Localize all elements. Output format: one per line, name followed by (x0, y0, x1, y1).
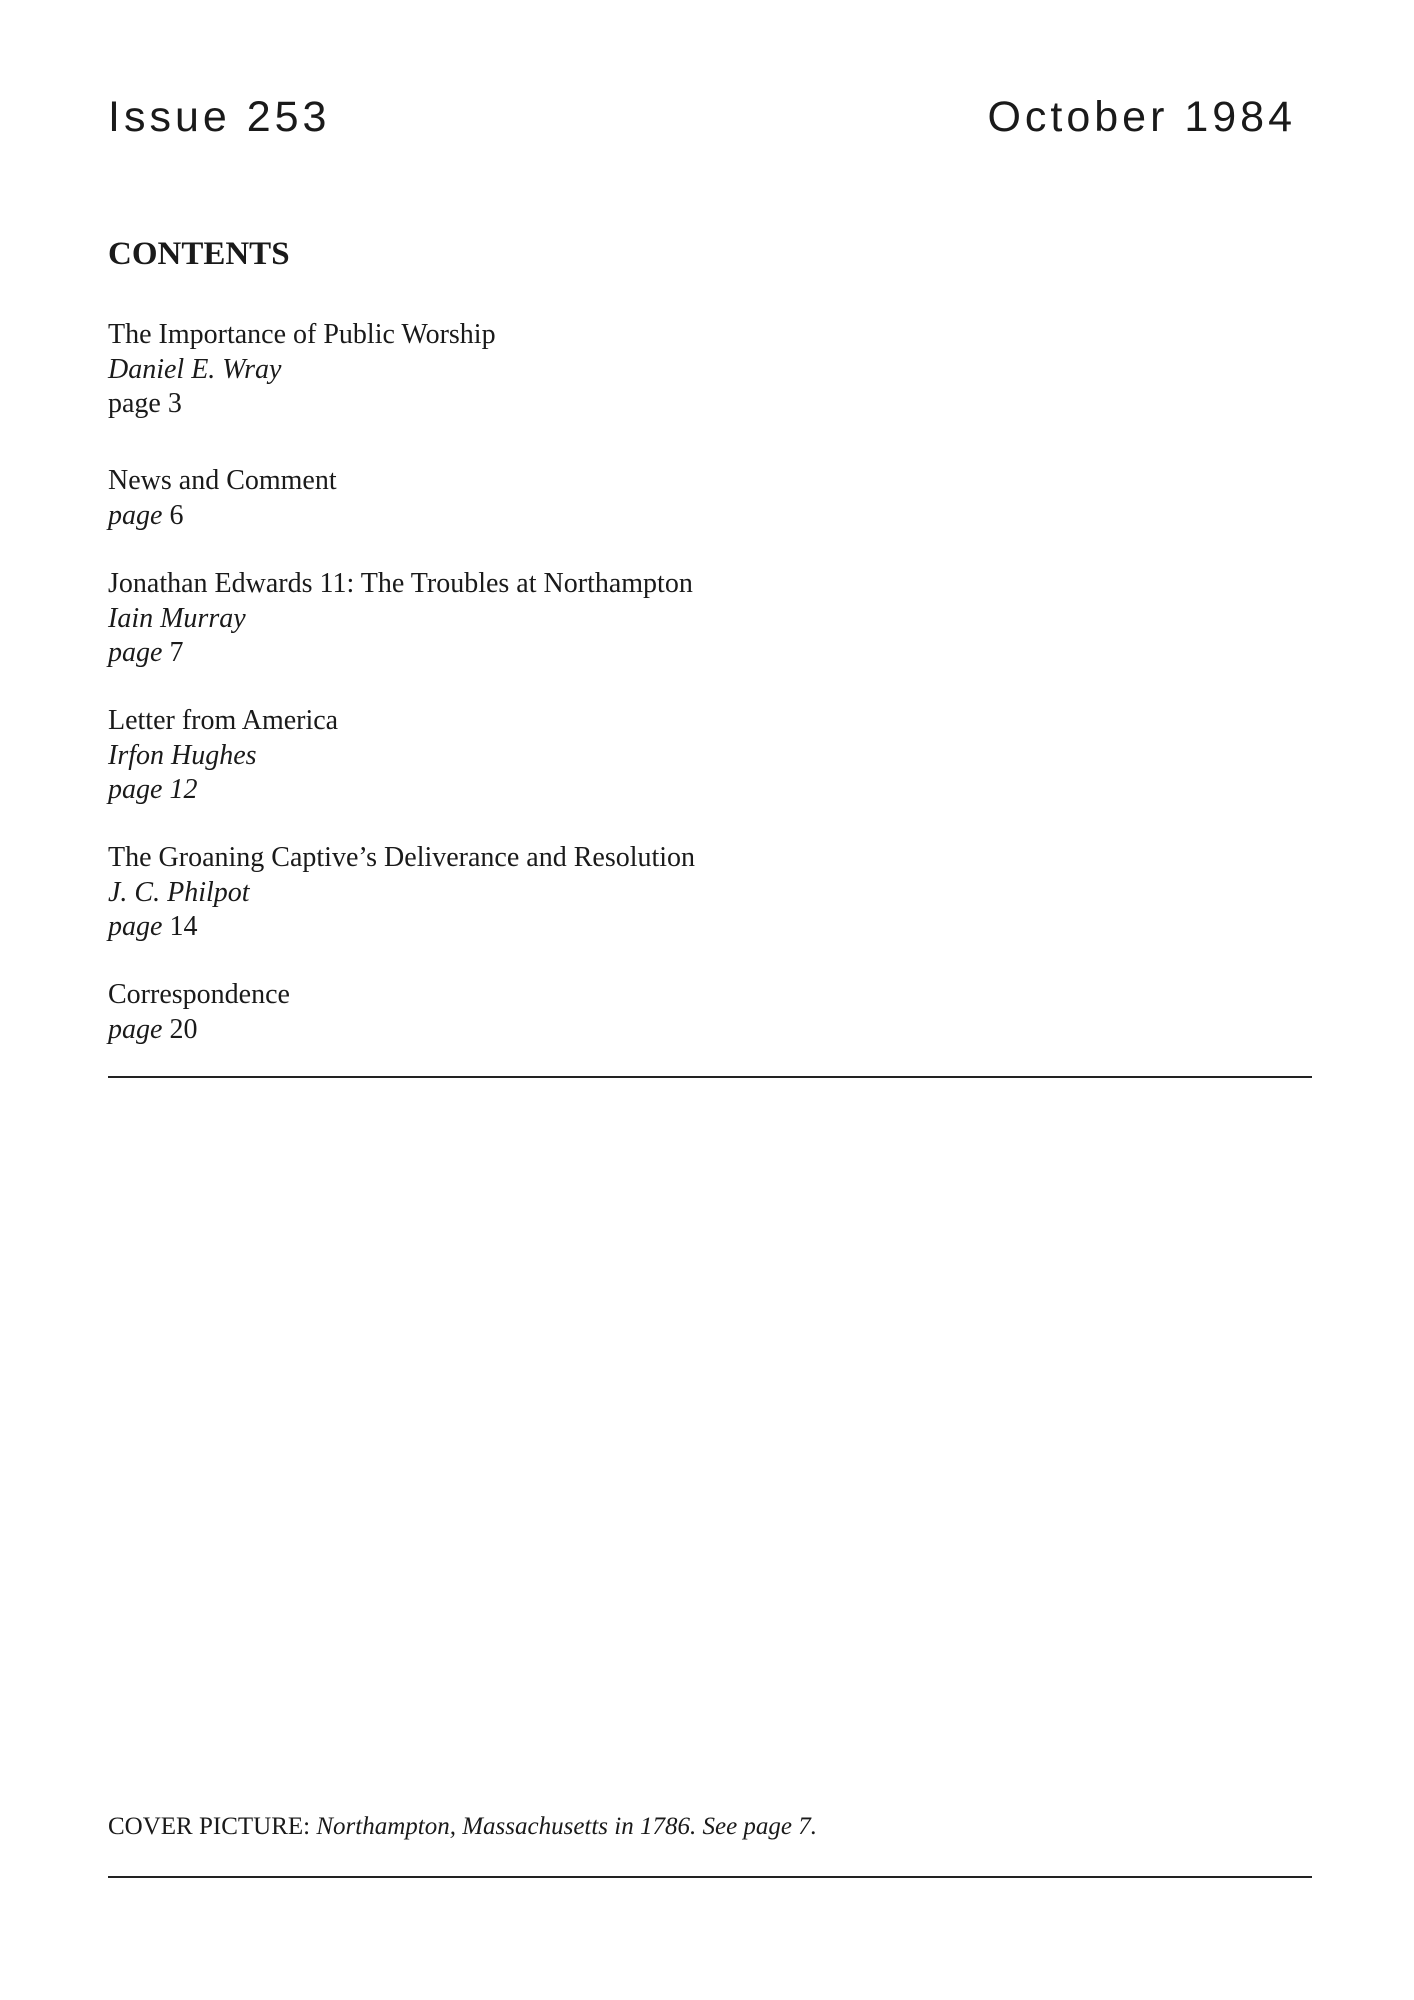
contents-entry (108, 318, 496, 422)
entry-page-number: 12 (169, 774, 198, 805)
entry-page-word: page (108, 911, 163, 942)
entry-page-word: page (108, 1013, 163, 1045)
entry-page-word: page (108, 499, 163, 531)
entry-title: Letter from America (108, 705, 339, 736)
entry-page-number: 7 (169, 637, 184, 668)
entry-author: Iain Murray (108, 602, 246, 634)
entry-author: Daniel E. Wray (108, 353, 282, 385)
footer-rule (108, 1876, 1312, 1878)
cover-label: COVER PICTURE: (108, 1813, 311, 1840)
entry-title: Jonathan Edwards 11: The Troubles at Northampton (108, 568, 693, 599)
contents-entry (108, 464, 337, 533)
entry-page-number: 3 (167, 388, 182, 419)
entry-author: Irfon Hughes (108, 739, 257, 771)
divider-rule (108, 1076, 1312, 1078)
entry-page-number: 6 (169, 499, 184, 531)
contents-heading: CONTENTS (108, 236, 290, 272)
entry-title: Correspondence (108, 979, 290, 1010)
entry-title: News and Comment (108, 465, 337, 496)
entry-page (108, 387, 496, 422)
contents-entry (108, 841, 695, 945)
issue-date: October 1984 (987, 93, 1296, 141)
entry-page (108, 636, 693, 671)
issue-number: Issue 253 (108, 93, 331, 141)
entry-page (108, 1013, 290, 1048)
entry-page-word: page (108, 388, 161, 419)
entry-page-word: page (108, 637, 163, 668)
entry-title: The Importance of Public Worship (108, 319, 496, 350)
entry-author: J. C. Philpot (108, 876, 250, 908)
cover-caption: Northampton, Massachusetts in 1786. See page 7. (316, 1813, 818, 1840)
entry-page (108, 499, 337, 534)
entry-page-word: page (108, 774, 163, 805)
contents-entry (108, 704, 338, 808)
cover-picture-note (108, 1814, 817, 1839)
entry-page-number: 14 (169, 911, 198, 942)
contents-entry (108, 567, 693, 671)
entry-title: The Groaning Captive’s Deliverance and Resolution (108, 842, 696, 873)
contents-entry (108, 978, 290, 1047)
entry-page (108, 773, 338, 808)
entry-page (108, 910, 695, 945)
entry-page-number: 20 (169, 1013, 198, 1045)
